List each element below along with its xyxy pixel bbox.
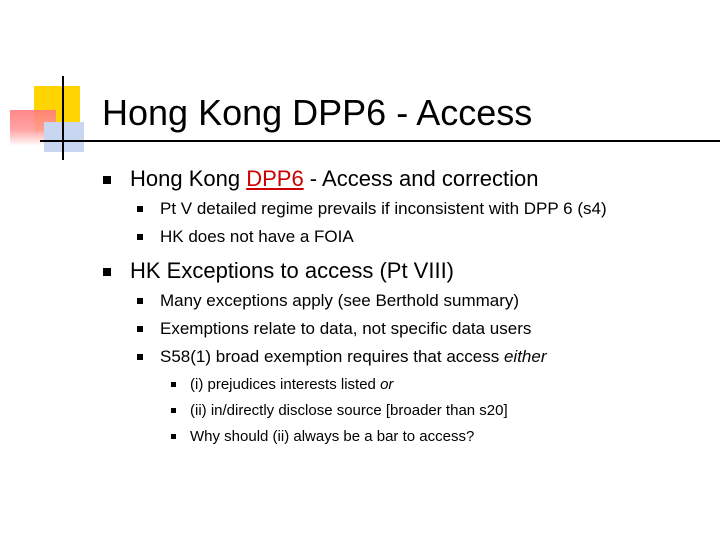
bullet-italic: either: [503, 347, 547, 366]
bullet-item-1: [130, 166, 538, 192]
square-bullet-icon: [171, 382, 176, 387]
bullet-item-3: HK does not have a FOIA: [160, 227, 354, 246]
square-bullet-icon: [171, 434, 176, 439]
bullet-item-5: Many exceptions apply (see Berthold summary): [160, 291, 520, 310]
bullet-item-2: Pt V detailed regime prevails if inconsistent with DPP 6 (s4): [160, 199, 607, 218]
blue-square-decoration: [44, 122, 84, 152]
square-bullet-icon: [103, 176, 111, 184]
slide-title: Hong Kong DPP6 - Access: [102, 92, 533, 133]
square-bullet-icon: [137, 354, 143, 360]
bullet-item-6: Exemptions relate to data, not specific data users: [160, 319, 532, 338]
bullet-text: Hong Kong: [130, 166, 247, 191]
square-bullet-icon: [137, 298, 143, 304]
bullet-italic: or: [380, 376, 394, 393]
horizontal-rule: [40, 140, 720, 142]
square-bullet-icon: [171, 408, 176, 413]
bullet-item-8: [190, 376, 393, 393]
square-bullet-icon: [137, 206, 143, 212]
bullet-text: (i) prejudices interests listed: [190, 376, 381, 393]
bullet-text: S58(1) broad exemption requires that access: [160, 347, 504, 366]
bullet-item-10: Why should (ii) always be a bar to access?: [190, 428, 475, 445]
square-bullet-icon: [137, 234, 143, 240]
bullet-item-4: HK Exceptions to access (Pt VIII): [130, 258, 455, 283]
bullet-item-7: [160, 347, 547, 367]
bullet-item-9: (ii) in/directly disclose source [broader than s20]: [190, 402, 508, 419]
vertical-rule: [62, 76, 64, 160]
square-bullet-icon: [137, 326, 143, 332]
bullet-text: - Access and correction: [303, 166, 539, 191]
square-bullet-icon: [103, 268, 111, 276]
dpp6-link[interactable]: DPP6: [246, 166, 304, 191]
